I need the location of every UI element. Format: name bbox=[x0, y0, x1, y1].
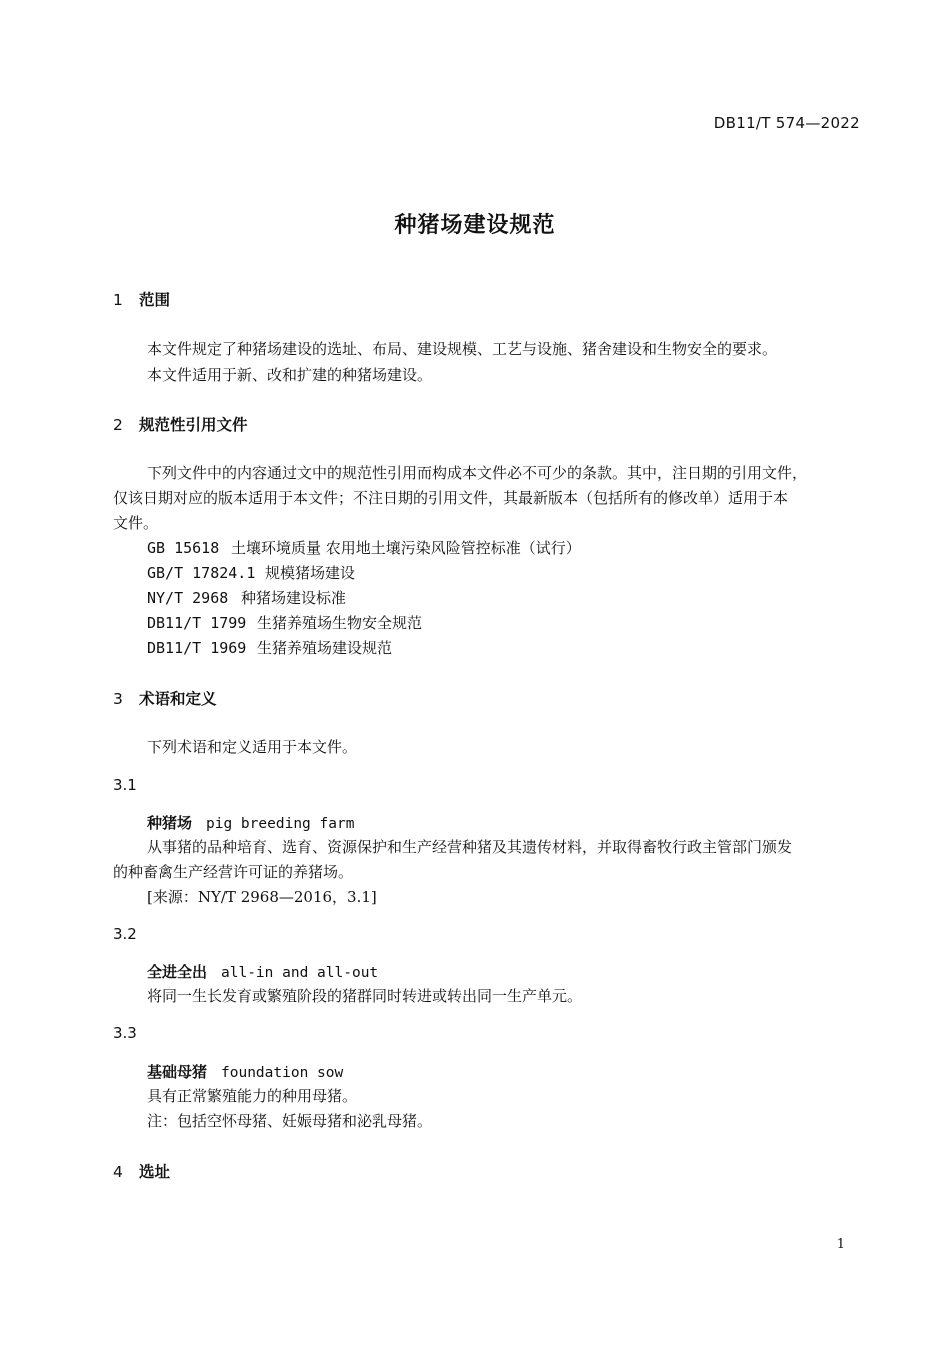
term-definition-line-1: 将同一生长发育或繁殖阶段的猪群同时转进或转出同一生产单元。 bbox=[147, 987, 583, 1005]
term-english: all-in and all-out bbox=[221, 965, 379, 981]
reference-code: NY/T 2968 bbox=[147, 589, 229, 607]
term-definition-line-1: 从事猪的品种培育、选育、资源保护和生产经营种猪及其遗传材料，并取得畜牧行政主管部门颁发 bbox=[147, 838, 793, 856]
section-2-heading bbox=[113, 413, 248, 435]
term-definition-line-1: 具有正常繁殖能力的种用母猪。 bbox=[147, 1087, 358, 1105]
term-note: 注：包括空怀母猪、妊娠母猪和泌乳母猪。 bbox=[147, 1112, 433, 1130]
clause-number: 3.2 bbox=[113, 925, 137, 943]
term-chinese: 基础母猪 bbox=[147, 1063, 208, 1081]
term-heading bbox=[147, 961, 378, 982]
section-number: 1 bbox=[113, 291, 123, 309]
section-number: 2 bbox=[113, 416, 123, 434]
scope-paragraph-1: 本文件规定了种猪场建设的选址、布局、建设规模、工艺与设施、猪舍建设和生物安全的要求。 bbox=[147, 340, 778, 358]
section-title: 规范性引用文件 bbox=[139, 416, 248, 434]
reference-code: GB/T 17824.1 bbox=[147, 564, 256, 582]
references-intro-line-2: 仅该日期对应的版本适用于本文件；不注日期的引用文件，其最新版本（包括所有的修改单）适用于本 bbox=[113, 489, 789, 507]
section-title: 范围 bbox=[139, 291, 171, 309]
reference-code: GB 15618 bbox=[147, 539, 220, 557]
references-intro-line-3: 文件。 bbox=[113, 514, 159, 532]
section-4-heading bbox=[113, 1160, 170, 1182]
document-title: 种猪场建设规范 bbox=[394, 213, 556, 238]
section-number: 3 bbox=[113, 690, 123, 708]
reference-item bbox=[147, 637, 392, 658]
term-definition-line-2: 的种畜禽生产经营许可证的养猪场。 bbox=[113, 863, 354, 881]
term-chinese: 全进全出 bbox=[147, 963, 208, 981]
page-number: 1 bbox=[836, 1237, 845, 1252]
reference-item bbox=[147, 587, 346, 608]
reference-title: 生猪养殖场建设规范 bbox=[257, 639, 393, 657]
term-chinese: 种猪场 bbox=[147, 814, 193, 832]
reference-code: DB11/T 1799 bbox=[147, 614, 247, 632]
reference-item bbox=[147, 562, 355, 583]
term-english: pig breeding farm bbox=[206, 816, 355, 832]
section-number: 4 bbox=[113, 1163, 123, 1181]
clause-number: 3.3 bbox=[113, 1024, 137, 1042]
reference-title: 土壤环境质量 农用地土壤污染风险管控标准（试行） bbox=[231, 539, 581, 557]
section-1-heading bbox=[113, 288, 170, 310]
section-title: 选址 bbox=[139, 1163, 171, 1181]
document-code: DB11/T 574—2022 bbox=[713, 114, 860, 132]
reference-item bbox=[147, 612, 422, 633]
reference-item bbox=[147, 537, 581, 558]
term-heading bbox=[147, 812, 354, 833]
section-title: 术语和定义 bbox=[139, 690, 217, 708]
clause-number: 3.1 bbox=[113, 776, 137, 794]
section-3-heading bbox=[113, 687, 217, 709]
term-english: foundation sow bbox=[221, 1065, 344, 1081]
reference-code: DB11/T 1969 bbox=[147, 639, 247, 657]
scope-paragraph-2: 本文件适用于新、改和扩建的种猪场建设。 bbox=[147, 366, 433, 384]
term-heading bbox=[147, 1061, 343, 1082]
reference-title: 生猪养殖场生物安全规范 bbox=[257, 614, 423, 632]
reference-title: 规模猪场建设 bbox=[265, 564, 356, 582]
references-intro-line-1: 下列文件中的内容通过文中的规范性引用而构成本文件必不可少的条款。其中，注日期的引用文件， bbox=[147, 464, 808, 482]
term-source: [来源：NY/T 2968—2016，3.1] bbox=[147, 888, 377, 906]
terms-intro: 下列术语和定义适用于本文件。 bbox=[147, 738, 358, 756]
reference-title: 种猪场建设标准 bbox=[241, 589, 347, 607]
